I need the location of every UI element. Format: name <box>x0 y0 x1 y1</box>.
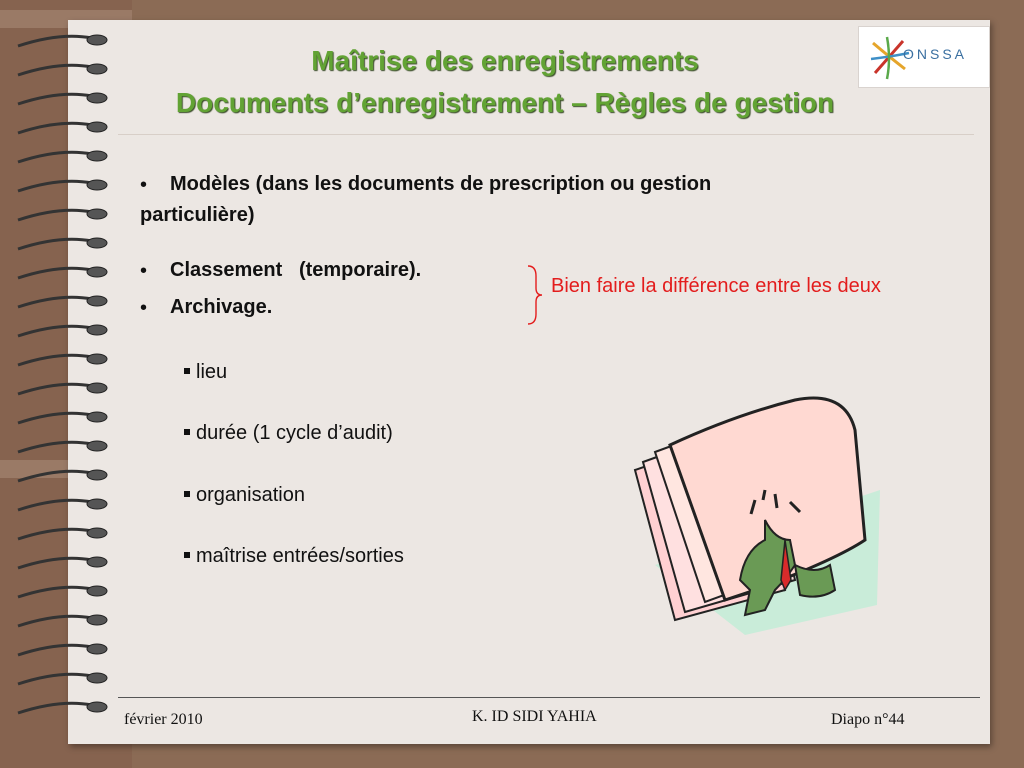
spiral-coil <box>18 65 92 75</box>
onssa-logo <box>858 26 990 88</box>
spiral-ring <box>87 35 107 45</box>
slide-title-line2: Documents d’enregistrement – Règles de gestion <box>175 87 835 118</box>
spiral-ring <box>87 557 107 567</box>
spiral-ring <box>87 383 107 393</box>
folder-man-clipart <box>615 390 890 640</box>
spiral-ring <box>87 615 107 625</box>
spiral-coil <box>18 94 92 104</box>
footer-divider <box>118 697 980 698</box>
spiral-ring <box>87 122 107 132</box>
footer-slide-number: Diapo n°44 <box>831 711 905 728</box>
spiral-ring <box>87 441 107 451</box>
spiral-coil <box>18 181 92 191</box>
sub-item-lieu: lieu <box>184 361 227 384</box>
spiral-coil <box>18 703 92 713</box>
bullet-archivage: Archivage. <box>170 296 273 318</box>
spiral-ring <box>87 586 107 596</box>
square-bullet-icon <box>184 552 190 558</box>
logo-text: ONSSA <box>903 46 968 62</box>
spiral-coil <box>18 616 92 626</box>
spiral-ring <box>87 93 107 103</box>
spiral-ring <box>87 644 107 654</box>
spiral-coil <box>18 297 92 307</box>
bullet-modeles-line1: Modèles (dans les documents de prescription ou gestion <box>170 173 712 195</box>
bullet-classement: Classement (temporaire). <box>170 259 422 281</box>
spiral-coil <box>18 152 92 162</box>
spiral-ring <box>87 412 107 422</box>
spiral-coil <box>18 529 92 539</box>
spiral-coil <box>18 645 92 655</box>
spiral-ring <box>87 151 107 161</box>
bullet-dot: • <box>140 260 148 282</box>
bullet-dot: • <box>140 297 148 319</box>
spiral-coil <box>18 239 92 249</box>
spiral-ring <box>87 499 107 509</box>
spiral-coil <box>18 587 92 597</box>
spiral-ring <box>87 470 107 480</box>
spiral-coil <box>18 500 92 510</box>
square-bullet-icon <box>184 368 190 374</box>
footer-date: février 2010 <box>124 711 203 728</box>
bullet-modeles-line2: particulière) <box>140 204 255 226</box>
sub-item-organisation: organisation <box>184 484 305 507</box>
slide-title-line1: Maîtrise des enregistrements <box>311 45 699 76</box>
red-brace <box>522 264 546 326</box>
spiral-coil <box>18 442 92 452</box>
spiral-ring <box>87 209 107 219</box>
spiral-ring <box>87 64 107 74</box>
spiral-coil <box>18 268 92 278</box>
spiral-ring <box>87 180 107 190</box>
spiral-ring <box>87 267 107 277</box>
spiral-coil <box>18 674 92 684</box>
spiral-coil <box>18 36 92 46</box>
spiral-coil <box>18 413 92 423</box>
spiral-ring <box>87 354 107 364</box>
spiral-ring <box>87 528 107 538</box>
spiral-ring <box>87 673 107 683</box>
spiral-coil <box>18 471 92 481</box>
spiral-coil <box>18 210 92 220</box>
square-bullet-icon <box>184 491 190 497</box>
spiral-ring <box>87 702 107 712</box>
spiral-coil <box>18 123 92 133</box>
bullet-dot: • <box>140 174 148 196</box>
sub-item-maitrise: maîtrise entrées/sorties <box>184 545 404 568</box>
spiral-binding <box>0 0 132 768</box>
footer-author: K. ID SIDI YAHIA <box>472 708 597 725</box>
square-bullet-icon <box>184 429 190 435</box>
spiral-ring <box>87 325 107 335</box>
spiral-coil <box>18 355 92 365</box>
spiral-coil <box>18 558 92 568</box>
spiral-coil <box>18 384 92 394</box>
title-divider <box>118 134 974 135</box>
spiral-ring <box>87 238 107 248</box>
sub-item-duree: durée (1 cycle d’audit) <box>184 422 393 445</box>
spiral-ring <box>87 296 107 306</box>
spiral-coil <box>18 326 92 336</box>
difference-note: Bien faire la différence entre les deux <box>551 275 881 297</box>
